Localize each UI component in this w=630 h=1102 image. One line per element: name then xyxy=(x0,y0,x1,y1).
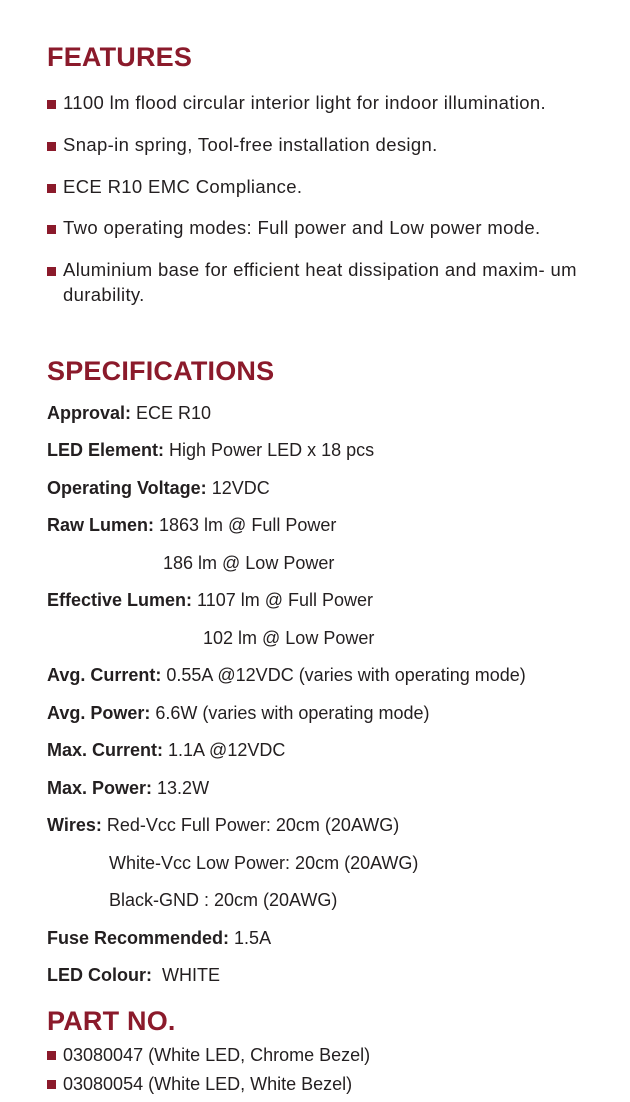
spec-value: Black-GND : 20cm (20AWG) xyxy=(109,890,338,910)
spec-value: 6.6W (varies with operating mode) xyxy=(150,703,430,723)
spec-operating-voltage xyxy=(47,476,270,500)
spec-wires xyxy=(47,813,399,837)
spec-label: Wires: xyxy=(47,815,102,835)
feature-item xyxy=(47,132,607,157)
feature-item xyxy=(47,174,607,199)
spec-label: Fuse Recommended: xyxy=(47,928,230,948)
spec-value: WHITE xyxy=(152,965,220,985)
specifications-heading: SPECIFICATIONS xyxy=(47,356,275,386)
spec-value: 102 lm @ Low Power xyxy=(203,628,375,648)
spec-effective-lumen xyxy=(47,588,373,612)
part-item xyxy=(47,1043,370,1067)
part-text: 03080054 (White LED, White Bezel) xyxy=(63,1074,353,1094)
spec-fuse xyxy=(47,926,271,950)
square-bullet-icon xyxy=(47,225,56,234)
part-item xyxy=(47,1072,352,1096)
square-bullet-icon xyxy=(47,267,56,276)
spec-value: 186 lm @ Low Power xyxy=(163,553,335,573)
spec-avg-power xyxy=(47,701,429,725)
feature-item xyxy=(47,257,582,307)
spec-led-element xyxy=(47,438,374,462)
feature-text: Two operating modes: Full power and Low power mode. xyxy=(63,217,541,238)
square-bullet-icon xyxy=(47,1051,56,1060)
spec-led-colour xyxy=(47,963,220,987)
spec-avg-current xyxy=(47,663,526,687)
square-bullet-icon xyxy=(47,100,56,109)
spec-value: High Power LED x 18 pcs xyxy=(164,440,375,460)
spec-value: Red-Vcc Full Power: 20cm (20AWG) xyxy=(101,815,400,835)
square-bullet-icon xyxy=(47,1080,56,1089)
spec-value: 1.1A @12VDC xyxy=(163,740,286,760)
spec-value: White-Vcc Low Power: 20cm (20AWG) xyxy=(109,853,419,873)
spec-value: 1863 lm @ Full Power xyxy=(154,515,337,535)
square-bullet-icon xyxy=(47,142,56,151)
feature-text: Aluminium base for efficient heat dissipation and maxim- um durability. xyxy=(63,259,577,305)
spec-max-power xyxy=(47,776,209,800)
feature-text: Snap-in spring, Tool-free installation design. xyxy=(63,134,438,155)
spec-approval xyxy=(47,401,211,425)
spec-label: LED Element: xyxy=(47,440,165,460)
spec-wires-black xyxy=(109,888,337,912)
spec-label: Max. Power: xyxy=(47,778,153,798)
feature-item xyxy=(47,215,607,240)
spec-value: 0.55A @12VDC (varies with operating mode) xyxy=(161,665,526,685)
spec-value: 1107 lm @ Full Power xyxy=(192,590,374,610)
spec-label: LED Colour: xyxy=(47,965,152,985)
spec-label: Approval: xyxy=(47,403,132,423)
spec-label: Max. Current: xyxy=(47,740,164,760)
spec-value: ECE R10 xyxy=(131,403,212,423)
spec-max-current xyxy=(47,738,285,762)
spec-label: Raw Lumen: xyxy=(47,515,155,535)
part-text: 03080047 (White LED, Chrome Bezel) xyxy=(63,1045,371,1065)
spec-label: Operating Voltage: xyxy=(47,478,207,498)
spec-label: Effective Lumen: xyxy=(47,590,193,610)
spec-value: 13.2W xyxy=(152,778,210,798)
feature-item xyxy=(47,90,607,115)
spec-wires-white xyxy=(109,851,418,875)
spec-raw-lumen xyxy=(47,513,336,537)
spec-label: Avg. Power: xyxy=(47,703,151,723)
spec-value: 1.5A xyxy=(229,928,272,948)
spec-raw-lumen-low xyxy=(163,551,334,575)
features-heading: FEATURES xyxy=(47,42,193,72)
spec-label: Avg. Current: xyxy=(47,665,162,685)
spec-effective-lumen-low xyxy=(203,626,374,650)
feature-text: ECE R10 EMC Compliance. xyxy=(63,176,303,197)
square-bullet-icon xyxy=(47,184,56,193)
feature-text: 1100 lm flood circular interior light for indoor illumination. xyxy=(63,92,547,113)
part-no-heading: PART NO. xyxy=(47,1006,176,1036)
spec-value: 12VDC xyxy=(206,478,270,498)
